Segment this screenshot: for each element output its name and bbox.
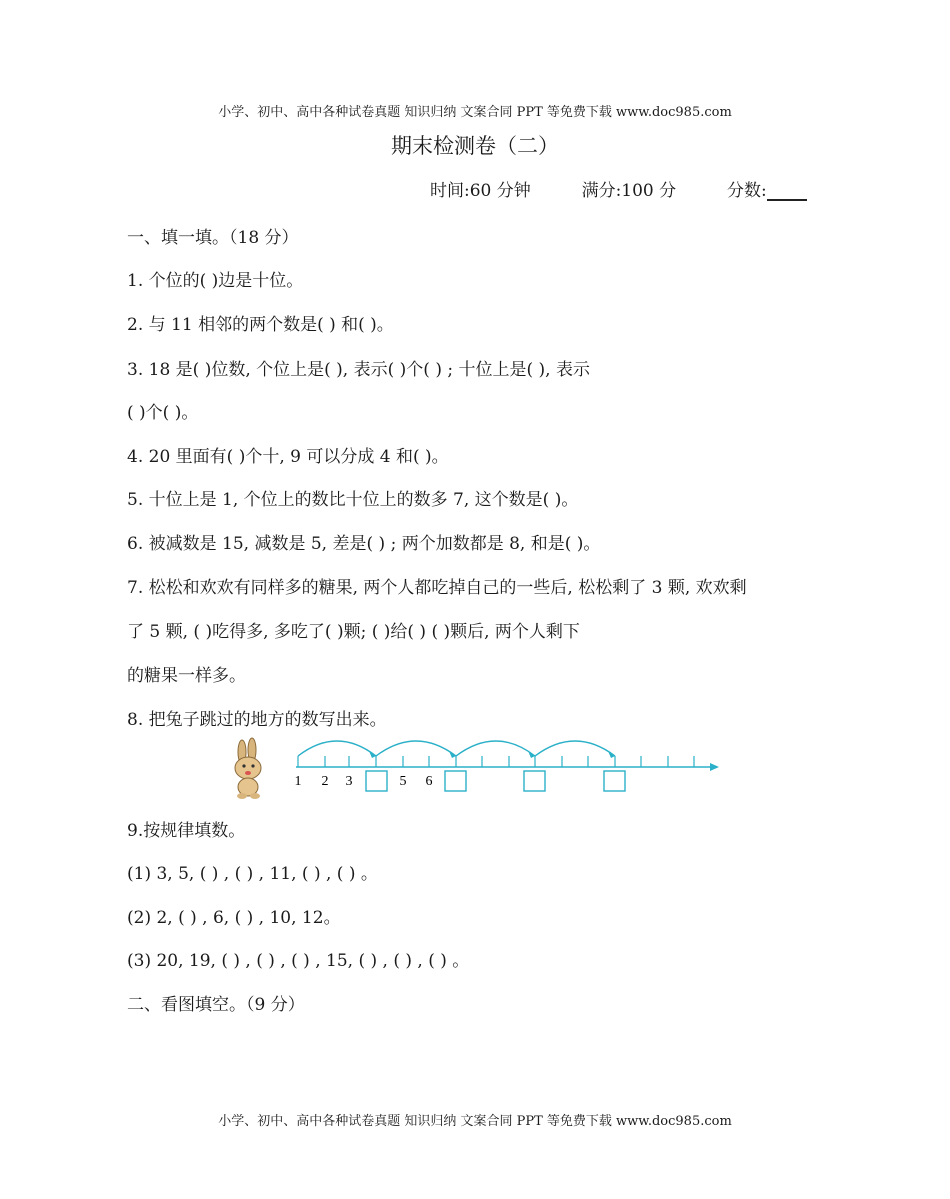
- footer-banner: 小学、初中、高中各种试卷真题 知识归纳 文案合同 PPT 等免费下载 www.doc985.com: [218, 1114, 732, 1129]
- header-banner: 小学、初中、高中各种试卷真题 知识归纳 文案合同 PPT 等免费下载 www.doc985.com: [218, 105, 732, 120]
- question-7-line-1: 7. 松松和欢欢有同样多的糖果, 两个人都吃掉自己的一些后, 松松剩了 3 颗, 欢欢剩: [127, 578, 747, 598]
- question-9-part-2: (2) 2, ( ) , 6, ( ) , 10, 12。: [127, 908, 341, 928]
- exam-meta: [430, 176, 807, 201]
- tick-label-6: 6: [425, 774, 433, 789]
- question-8: 8. 把兔子跳过的地方的数写出来。: [127, 710, 387, 730]
- axis-arrow-icon: [710, 763, 719, 771]
- question-2: 2. 与 11 相邻的两个数是( ) 和( )。: [127, 315, 394, 335]
- answer-box-3[interactable]: [524, 771, 545, 791]
- answer-box-1[interactable]: [366, 771, 387, 791]
- section-title-2: 二、看图填空。（9 分）: [127, 995, 305, 1015]
- question-3-line-2: ( )个( )。: [127, 403, 199, 423]
- question-9-part-1: (1) 3, 5, ( ) , ( ) , 11, ( ) , ( ) 。: [127, 864, 378, 884]
- question-3-line-1: 3. 18 是( )位数, 个位上是( ), 表示( )个( ) ; 十位上是( ), 表示: [127, 360, 590, 380]
- tick-label-3: 3: [345, 774, 353, 789]
- question-4: 4. 20 里面有( )个十, 9 可以分成 4 和( )。: [127, 447, 449, 467]
- tick-label-1: 1: [294, 774, 302, 789]
- page-title: 期末检测卷（二）: [391, 134, 559, 158]
- answer-box-2[interactable]: [445, 771, 466, 791]
- tick-label-2: 2: [321, 774, 329, 789]
- score-blank[interactable]: [767, 181, 807, 201]
- section-title-1: 一、填一填。（18 分）: [127, 228, 299, 248]
- arc-arrowheads: [369, 751, 615, 758]
- number-line-figure: [226, 734, 726, 800]
- score-label: 分数:: [726, 181, 767, 201]
- jump-arcs: [298, 741, 615, 756]
- question-9: 9.按规律填数。: [127, 821, 246, 841]
- question-7-line-2: 了 5 颗, ( )吃得多, 多吃了( )颗; ( )给( ) ( )颗后, 两个人剩下: [127, 622, 580, 642]
- rabbit-icon: [235, 738, 261, 799]
- question-7-line-3: 的糖果一样多。: [127, 666, 246, 686]
- tick-label-5: 5: [399, 774, 407, 789]
- axis-ticks: [298, 756, 694, 767]
- time-label: 时间:60 分钟: [430, 181, 531, 201]
- question-1: 1. 个位的( )边是十位。: [127, 271, 304, 291]
- question-6: 6. 被减数是 15, 减数是 5, 差是( ) ; 两个加数都是 8, 和是( )。: [127, 534, 601, 554]
- question-9-part-3: (3) 20, 19, ( ) , ( ) , ( ) , 15, ( ) , ( ) , ( ) 。: [127, 951, 470, 971]
- question-5: 5. 十位上是 1, 个位上的数比十位上的数多 7, 这个数是( )。: [127, 490, 579, 510]
- answer-box-4[interactable]: [604, 771, 625, 791]
- full-score-label: 满分:100 分: [581, 181, 677, 201]
